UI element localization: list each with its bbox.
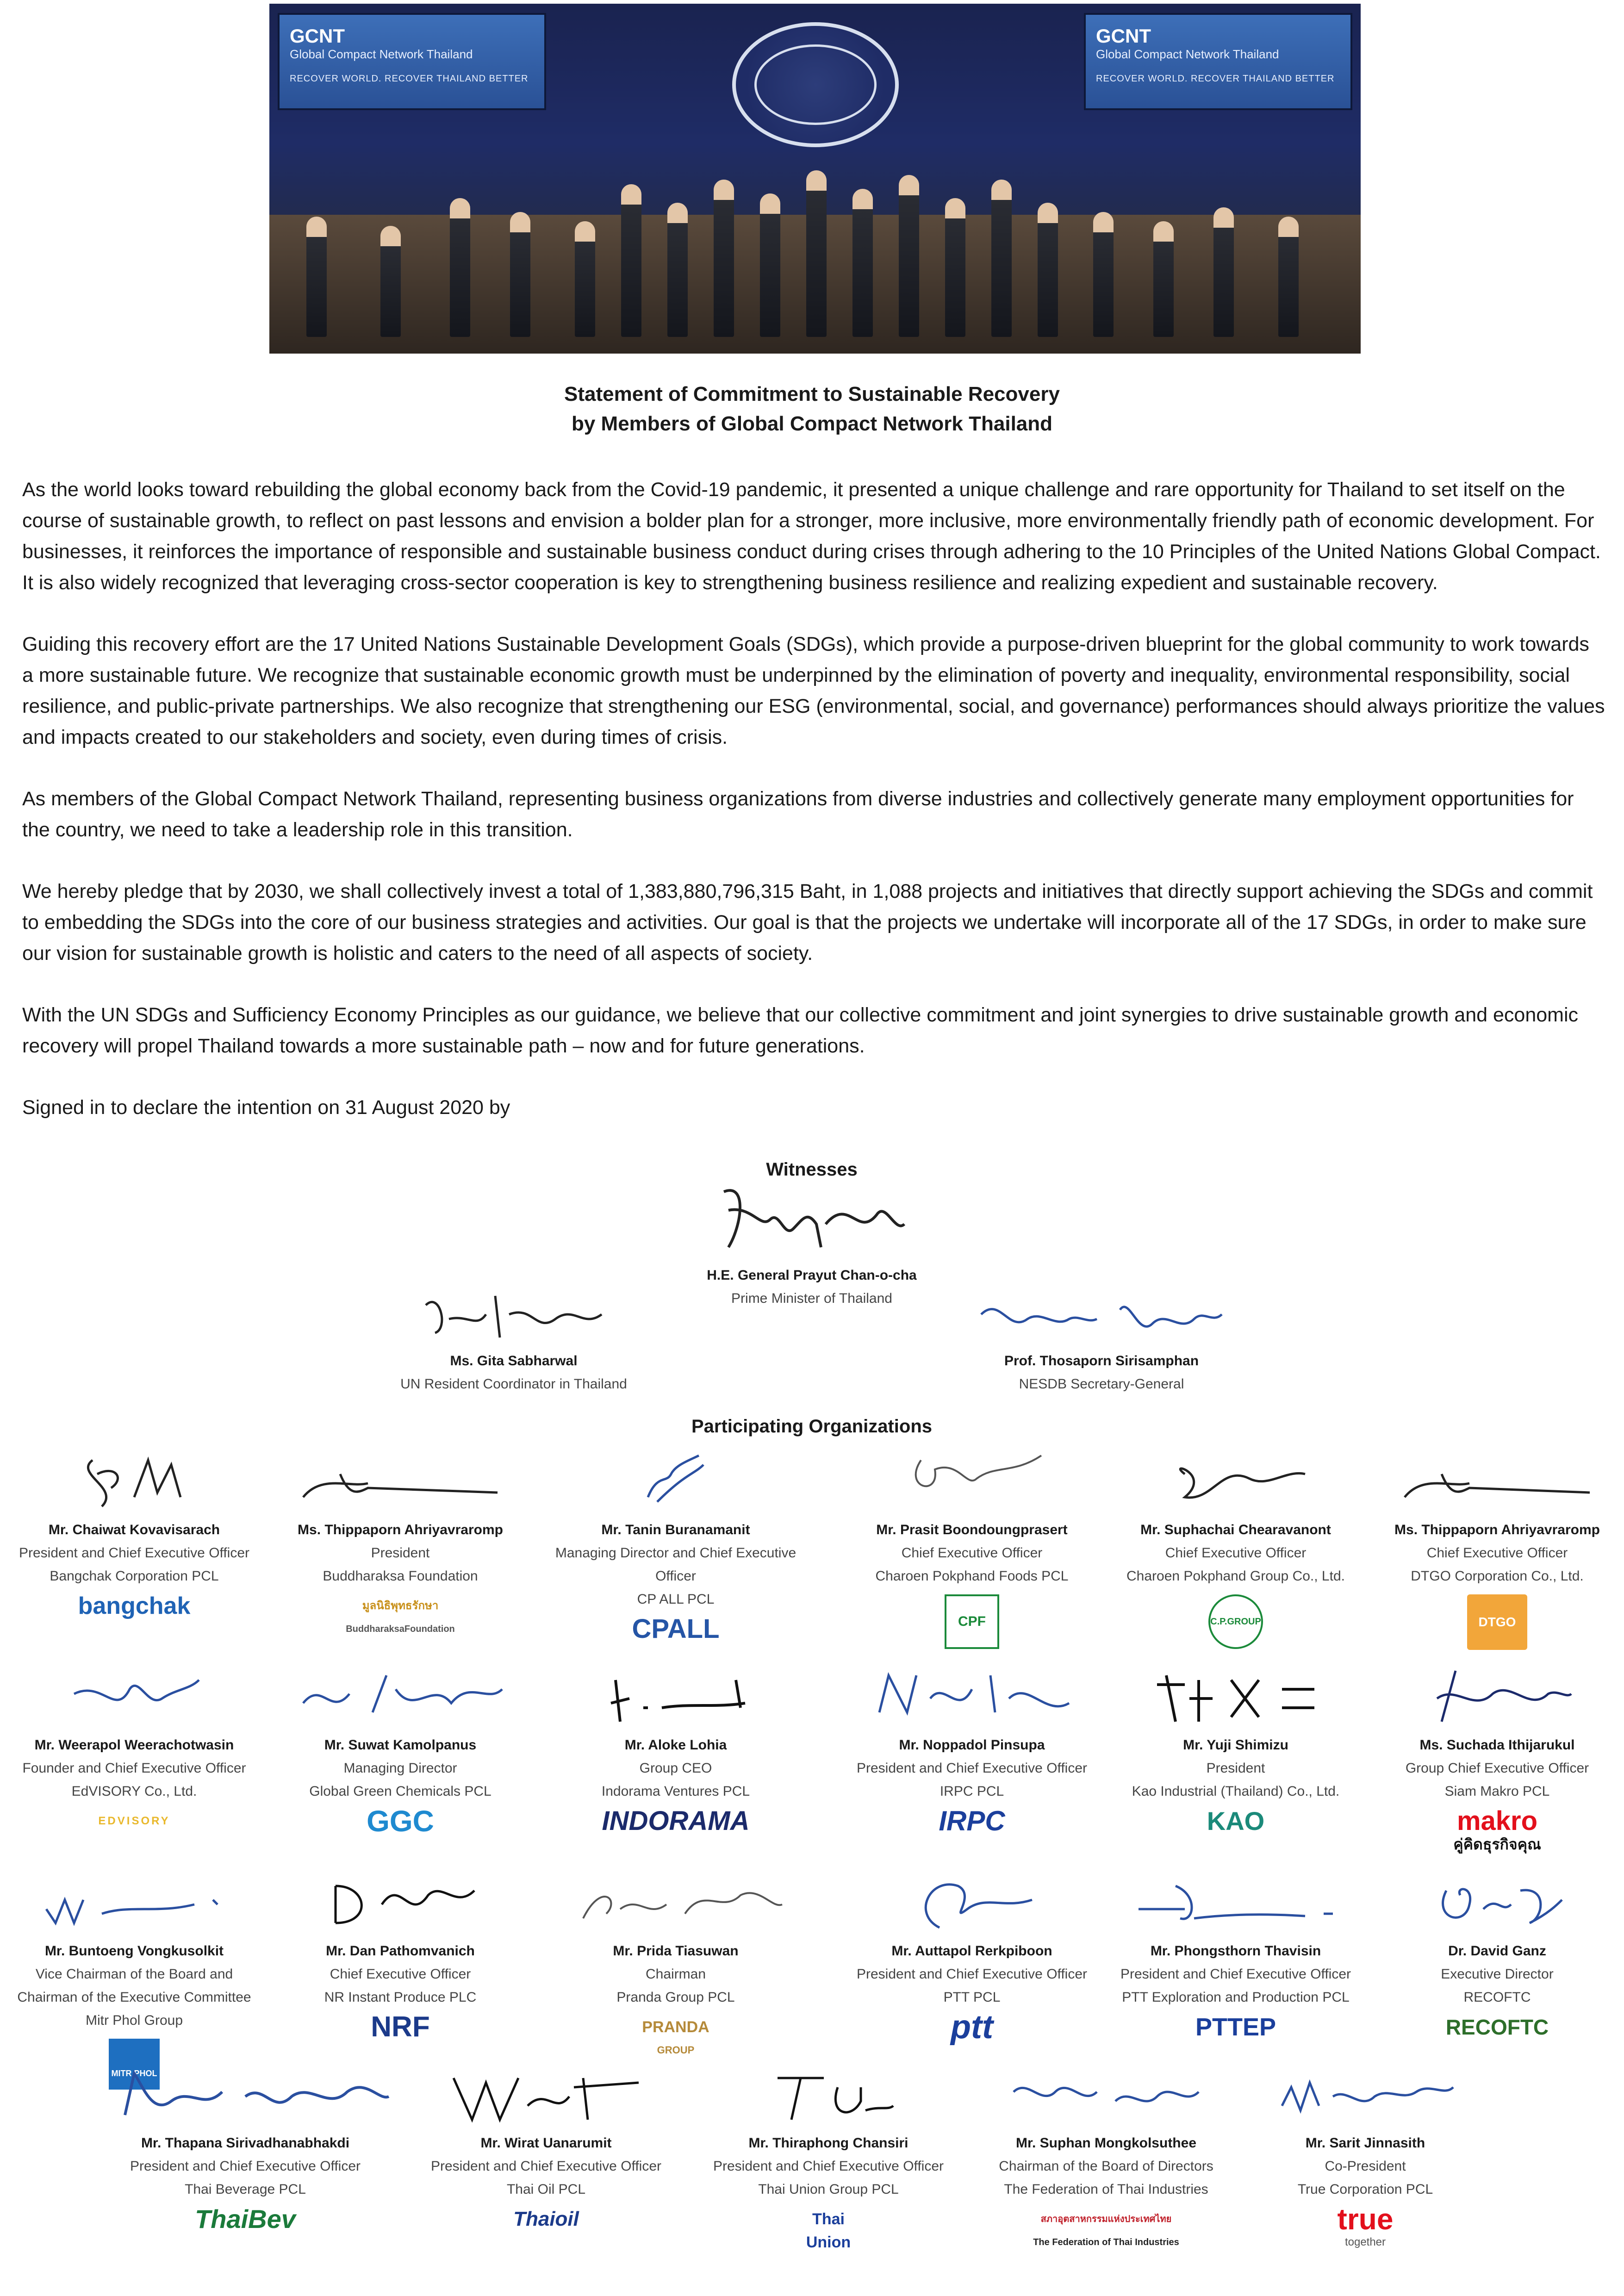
participant-ggc [271,1661,530,1838]
statement-title [0,380,1624,439]
participant-title: Chairman [645,1966,706,1982]
participant-name: Mr. Dan Pathomvanich [326,1943,475,1959]
participant-irpc [833,1661,1111,1836]
thaibev-logo: ThaiBev [195,2204,296,2234]
ptt-logo: ptt [951,2009,993,2046]
witness-pm-title: Prime Minister of Thailand [731,1291,892,1306]
participant-name: Mr. Wirat Uanarumit [480,2135,612,2151]
thaiunion-logo: Thai Union [806,2210,851,2251]
participant-org: CP ALL PCL [637,1592,715,1607]
paragraph-3: As members of the Global Compact Network Thailand, representing business organizations from diverse industries and collectively generate many employment opportunities for the country, we need to take a leadership role in this transition. [22,788,1574,841]
participant-name: Mr. Noppadol Pinsupa [899,1737,1045,1753]
participant-org: DTGO Corporation Co., Ltd. [1411,1568,1584,1584]
witness-un-name: Ms. Gita Sabharwal [450,1353,578,1369]
participants-heading: Participating Organizations [691,1416,933,1437]
participant-title: President and Chief Executive Officer [1120,1966,1351,1982]
participant-dtgo [1375,1446,1620,1650]
signature-icon [870,1661,1074,1731]
recoftc-logo: RECOFTC [1445,2015,1549,2039]
title-line-2: by Members of Global Compact Network Thailand [571,412,1053,435]
signature-icon [1419,1661,1576,1731]
participant-org: Thai Beverage PCL [185,2182,306,2197]
signature-icon [317,1867,484,1937]
participant-cpgroup [1101,1446,1370,1649]
signature-icon [893,1442,1051,1516]
participant-title: President and Chief Executive Officer [130,2159,361,2174]
participant-makro [1375,1661,1620,1856]
participant-buddharaksa [271,1446,530,1641]
participant-kao [1101,1661,1370,1836]
participant-title: President [1206,1761,1265,1776]
indorama-logo: INDORAMA [602,1806,750,1836]
participant-title: President and Chief Executive Officer [713,2159,944,2174]
participant-org: The Federation of Thai Industries [1004,2182,1208,2197]
participant-name: Ms. Suchada Ithijarukul [1419,1737,1575,1753]
participant-title: Chief Executive Officer [901,1545,1043,1561]
participant-title: Vice Chairman of the Board and [35,1966,233,1982]
participant-name: Ms. Thippaporn Ahriyavraromp [298,1522,503,1537]
makro-logo: makro คู่คิดธุรกิจคุณ [1453,1806,1541,1853]
participant-title: Chief Executive Officer [1426,1545,1568,1561]
participant-title-2: Chairman of the Executive Committee [17,1990,251,2005]
signature-icon [1157,1446,1314,1516]
screen-right-tagline: RECOVER WORLD. RECOVER THAILAND BETTER [1096,74,1335,84]
participant-recoftc [1375,1867,1620,2039]
screen-right-line: Global Compact Network Thailand [1096,47,1279,61]
nrf-logo: NRF [371,2011,430,2043]
participant-org: IRPC PCL [940,1784,1004,1799]
screen-left-tagline: RECOVER WORLD. RECOVER THAILAND BETTER [290,74,529,84]
participant-org: PTT PCL [943,1990,1001,2005]
participant-cpf [833,1442,1111,1649]
pttep-logo: PTTEP [1195,2013,1276,2041]
participant-name: Mr. Suwat Kamolpanus [324,1737,477,1753]
participant-thaiunion [690,2060,967,2254]
signature-icon [629,1446,722,1516]
cpf-logo: CPF [945,1594,999,1649]
participant-thaioil [407,2060,685,2231]
participant-name: Mr. Aloke Lohia [624,1737,727,1753]
screen-left-brand: GCNT [290,25,345,47]
signature-icon [65,1446,204,1516]
participant-name: Dr. David Ganz [1448,1943,1546,1959]
signature-icon [294,1661,507,1731]
participant-title: Chief Executive Officer [1165,1545,1307,1561]
participant-name: Mr. Thiraphong Chansiri [748,2135,908,2151]
participant-org: EdVISORY Co., Ltd. [71,1784,197,1799]
signature-icon [1129,1867,1342,1937]
mitrphol-logo: MITR PHOL [109,2039,160,2090]
witnesses-heading: Witnesses [766,1159,858,1180]
participant-name: Mr. Tanin Buranamanit [601,1522,750,1537]
signature-icon [902,1867,1041,1937]
witness-un-title: UN Resident Coordinator in Thailand [400,1376,627,1392]
signature-icon [565,1867,787,1937]
participant-title: Chairman of the Board of Directors [999,2159,1213,2174]
paragraph-2: Guiding this recovery effort are the 17 United Nations Sustainable Development Goals (SDGs), which provide a purpose-driven blueprint for the global community to work towards a more sustainable future. We recognize that sustainable economic growth must be underpinned by the elimination of poverty and inequality, environmental responsibility, social resilience, and public-private partnerships. We also recognize that strengthening our ESG (environmental, social, and governance) performances should always prioritize the values and impacts created to our stakeholders and society, even during times of crisis. [22,633,1605,748]
signature-icon [37,1867,231,1937]
participant-org: Charoen Pokphand Group Co., Ltd. [1126,1568,1345,1584]
signature-icon [759,2060,898,2129]
signature-icon [294,1446,507,1516]
participant-name: Mr. Buntoeng Vongkusolkit [44,1943,224,1959]
screen-right [1084,13,1352,110]
participant-org: Thai Oil PCL [506,2182,586,2197]
participant-true [1240,2060,1490,2254]
witness-nesdb [940,1287,1263,1396]
title-line-1: Statement of Commitment to Sustainable Recovery [564,383,1060,405]
statement-body [22,474,1605,1123]
participant-title: Co-President [1325,2159,1406,2174]
participant-title: President and Chief Executive Officer [856,1966,1088,1982]
participant-org: True Corporation PCL [1297,2182,1433,2197]
participant-org: Siam Makro PCL [1444,1784,1550,1799]
participant-name: Mr. Chaiwat Kovavisarach [48,1522,220,1537]
signature-icon [444,2060,648,2129]
participant-org: Bangchak Corporation PCL [50,1568,219,1584]
participant-org: Buddharaksa Foundation [323,1568,478,1584]
paragraph-4: We hereby pledge that by 2030, we shall collectively invest a total of 1,383,880,796,315 Baht, in 1,088 projects and initiatives that directly support achieving the SDGs and commit to embedding the SDGs into the core of our business strategies and activities. Our goal is that the projects we undertake will incorporate all of the 17 SDGs, in order to make sure our vision for sustainable growth is holistic and caters to the need of all aspects of society. [22,880,1593,964]
participant-name: Mr. Auttapol Rerkpiboon [891,1943,1052,1959]
participant-name: Mr. Prasit Boondoungprasert [876,1522,1068,1537]
signature-icon [417,1287,611,1347]
participant-mitrphol [5,1867,264,2090]
participant-thaibev [116,2060,375,2234]
participant-indorama [537,1661,815,1836]
witness-nesdb-title: NESDB Secretary-General [1019,1376,1184,1392]
participant-name: Mr. Thapana Sirivadhanabhakdi [141,2135,350,2151]
signature-icon [1428,1867,1567,1937]
thaioil-logo: Thaioil [513,2208,579,2230]
screen-left-line: Global Compact Network Thailand [290,47,473,61]
bangchak-logo: bangchak [78,1593,191,1619]
screen-right-brand: GCNT [1096,25,1151,47]
participant-title: Executive Director [1441,1966,1554,1982]
witness-pm [650,1182,974,1310]
participant-title: President and Chief Executive Officer [19,1545,250,1561]
participant-fti [972,2060,1240,2254]
participant-name: Mr. Prida Tiasuwan [613,1943,739,1959]
irpc-logo: IRPC [939,1805,1005,1836]
signature-icon [1148,1661,1324,1731]
witness-pm-name: H.E. General Prayut Chan-o-cha [707,1268,917,1283]
participant-org: Thai Union Group PCL [758,2182,899,2197]
participant-ptt [833,1867,1111,2046]
witness-un [352,1287,676,1396]
participant-title: Group Chief Executive Officer [1405,1761,1589,1776]
participant-pranda [537,1867,815,2062]
fti-logo: สภาอุตสาหกรรมแห่งประเทศไทย The Federation of Thai Industries [1033,2214,1179,2247]
participant-org: Pranda Group PCL [616,1990,735,2005]
participant-org: NR Instant Produce PLC [324,1990,477,2005]
participant-title: Managing Director [343,1761,457,1776]
participant-org: RECOFTC [1463,1990,1531,2005]
cpgroup-logo: C.P.GROUP [1208,1594,1263,1649]
witness-nesdb-name: Prof. Thosaporn Sirisamphan [1004,1353,1199,1369]
participant-title: Managing Director and Chief Executive Officer [555,1545,796,1584]
ggc-logo: GGC [367,1804,434,1838]
participant-pttep [1101,1867,1370,2039]
participant-title: Founder and Chief Executive Officer [22,1761,246,1776]
participant-title: Group CEO [639,1761,712,1776]
participant-title: Chief Executive Officer [330,1966,471,1982]
participant-name: Mr. Weerapol Weerachotwasin [34,1737,234,1753]
signed-line: Signed in to declare the intention on 31 August 2020 by [22,1096,510,1119]
participant-org: PTT Exploration and Production PCL [1122,1990,1350,2005]
participant-name: Mr. Phongsthorn Thavisin [1150,1943,1321,1959]
dtgo-logo: DTGO [1467,1594,1527,1650]
un-emblem-icon [732,22,899,147]
buddharaksa-logo: มูลนิธิพุทธรักษา BuddharaksaFoundation [346,1599,455,1634]
signature-icon [710,1182,914,1261]
participant-name: Ms. Thippaporn Ahriyavraromp [1394,1522,1600,1537]
signature-icon [65,1661,204,1731]
participant-title: President and Chief Executive Officer [430,2159,662,2174]
participant-title: President [371,1545,430,1561]
participant-title: President and Chief Executive Officer [856,1761,1088,1776]
cpall-logo: CPALL [632,1614,720,1644]
signature-icon [1004,2060,1208,2129]
crowd [297,143,1333,337]
participant-bangchak [5,1446,264,1618]
signature-icon [597,1661,754,1731]
participant-org: Indorama Ventures PCL [601,1784,750,1799]
paragraph-1: As the world looks toward rebuilding the global economy back from the Covid-19 pandemic, it presented a unique challenge and rare opportunity for Thailand to set itself on the course of sustainable growth, to reflect on past lessons and envision a bolder plan for a stronger, more inclusive, more environmentally friendly path of economic development. For businesses, it reinforces the importance of responsible and sustainable business conduct during crises through adhering to the 10 Principles of the United Nations Global Compact. It is also widely recognized that leveraging cross-sector cooperation is key to strengthening business resilience and realizing expedient and sustainable recovery. [22,479,1601,594]
participant-name: Mr. Sarit Jinnasith [1305,2135,1425,2151]
edvisory-logo: EDVISORY [98,1815,170,1827]
participant-org: Global Green Chemicals PCL [309,1784,492,1799]
screen-left [278,13,546,110]
participant-name: Mr. Yuji Shimizu [1183,1737,1288,1753]
true-logo: true together [1337,2203,1394,2248]
paragraph-5: With the UN SDGs and Sufficiency Economy Principles as our guidance, we believe that our collective commitment and joint synergies to drive sustainable growth and economic recovery will propel Thailand towards a more sustainable path – now and for future generations. [22,1004,1579,1057]
signature-icon [116,2060,393,2129]
participant-org: Mitr Phol Group [85,2013,183,2028]
kao-logo: KAO [1207,1806,1265,1836]
participant-org: Kao Industrial (Thailand) Co., Ltd. [1132,1784,1340,1799]
signature-icon [1273,2060,1458,2129]
ceremony-photo [269,4,1361,354]
pranda-logo: PRANDA GROUP [642,2018,709,2056]
participant-org: Charoen Pokphand Foods PCL [875,1568,1069,1584]
participant-nrf [271,1867,530,2043]
signature-icon [1395,1446,1599,1516]
participant-name: Mr. Suphan Mongkolsuthee [1015,2135,1196,2151]
participant-cpall [537,1446,815,1644]
signature-icon [972,1287,1231,1347]
participant-edvisory [5,1661,264,1833]
participant-name: Mr. Suphachai Chearavanont [1140,1522,1331,1537]
